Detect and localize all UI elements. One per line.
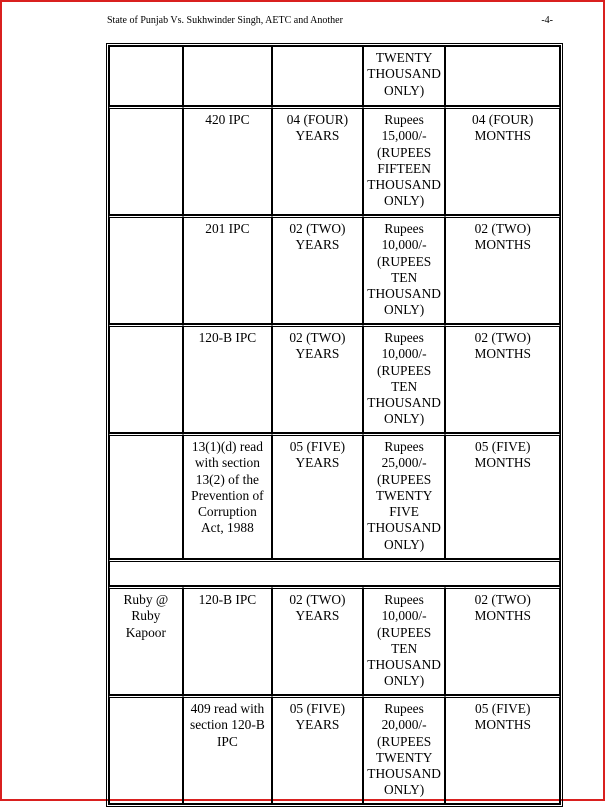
offence-cell: [183, 695, 272, 804]
default-cell: [445, 106, 560, 215]
offence-text-line: 120-B IPC: [198, 330, 257, 345]
accused-cell: [109, 433, 183, 559]
fine-text-line: TWENTY: [375, 487, 433, 503]
fine-cell: [363, 106, 446, 215]
fine-text-line: (RUPEES: [376, 624, 432, 640]
page-number: -4-: [541, 15, 553, 26]
table-row: [109, 215, 560, 324]
default-text-line: 05 (FIVE): [475, 439, 531, 454]
fine-text-line: (RUPEES: [376, 362, 432, 378]
default-text-line: 05 (FIVE): [475, 701, 531, 716]
fine-text-line: 15,000/-: [381, 128, 427, 144]
fine-cell: [363, 433, 446, 559]
offence-text-line: Act, 1988: [200, 520, 254, 536]
offence-cell: [183, 46, 272, 106]
sentence-text-line: YEARS: [295, 237, 340, 253]
blank-cell: [109, 559, 560, 586]
default-cell: [445, 324, 560, 433]
fine-cell: [363, 46, 446, 106]
offence-text-line: with section: [194, 455, 260, 471]
accused-cell: [109, 695, 183, 804]
default-cell: [445, 433, 560, 559]
sentence-text-line: YEARS: [295, 717, 340, 733]
fine-text-line: (RUPEES: [376, 733, 432, 749]
offence-text-line: Corruption: [198, 504, 257, 520]
fine-text-line: TWENTY: [375, 749, 433, 765]
default-cell: [445, 215, 560, 324]
fine-cell: [363, 586, 446, 695]
offence-text-line: 120-B IPC: [198, 592, 257, 607]
fine-text-line: Rupees: [384, 330, 424, 345]
fine-cell: [363, 695, 446, 804]
fine-text-line: TEN: [391, 640, 418, 656]
default-text-line: MONTHS: [474, 346, 531, 362]
fine-text-line: THOUSAND: [367, 657, 441, 673]
sentence-table-body: [109, 46, 560, 804]
fine-text-line: Rupees: [384, 221, 424, 236]
offence-text-line: 13(1)(d) read: [191, 439, 263, 454]
fine-cell: [363, 324, 446, 433]
table-row: [109, 586, 560, 695]
fine-text-line: 10,000/-: [381, 608, 427, 624]
offence-cell: [183, 215, 272, 324]
offence-cell: [183, 324, 272, 433]
accused-text-line: Kapoor: [125, 624, 166, 640]
default-text-line: MONTHS: [474, 237, 531, 253]
case-title: State of Punjab Vs. Sukhwinder Singh, AETC and Another: [107, 15, 343, 26]
fine-text-line: ONLY): [383, 193, 425, 209]
table-row: [109, 106, 560, 215]
default-text-line: MONTHS: [474, 455, 531, 471]
sentence-cell: [272, 586, 363, 695]
sentence-table: [106, 43, 563, 807]
fine-text-line: ONLY): [383, 411, 425, 427]
offence-cell: [183, 586, 272, 695]
fine-text-line: THOUSAND: [367, 766, 441, 782]
fine-text-line: ONLY): [383, 302, 425, 318]
fine-text-line: Rupees: [384, 112, 424, 127]
fine-text-line: ONLY): [383, 82, 425, 98]
page-header: [107, 15, 553, 26]
sentence-cell: [272, 106, 363, 215]
fine-text-line: Rupees: [384, 592, 424, 607]
fine-text-line: ONLY): [383, 673, 425, 689]
sentence-cell: [272, 46, 363, 106]
offence-cell: [183, 433, 272, 559]
sentence-text-line: 04 (FOUR): [286, 112, 349, 127]
accused-cell: [109, 215, 183, 324]
default-cell: [445, 46, 560, 106]
fine-text-line: TEN: [391, 269, 418, 285]
sentence-text-line: YEARS: [295, 346, 340, 362]
offence-text-line: 201 IPC: [205, 221, 250, 236]
sentence-text-line: 02 (TWO): [289, 592, 346, 607]
fine-text-line: THOUSAND: [367, 286, 441, 302]
fine-text-line: TEN: [391, 378, 418, 394]
table-row: [109, 433, 560, 559]
sentence-cell: [272, 215, 363, 324]
accused-cell: [109, 324, 183, 433]
sentence-cell: [272, 695, 363, 804]
accused-cell: [109, 46, 183, 106]
fine-text-line: (RUPEES: [376, 144, 432, 160]
sentence-text-line: 05 (FIVE): [289, 701, 346, 716]
accused-cell: [109, 106, 183, 215]
sentence-text-line: 05 (FIVE): [289, 439, 346, 454]
offence-text-line: 409 read with: [190, 701, 265, 716]
default-cell: [445, 586, 560, 695]
accused-text-line: Ruby: [131, 608, 161, 624]
offence-text-line: 13(2) of the: [195, 471, 259, 487]
fine-text-line: Rupees: [384, 439, 424, 454]
fine-text-line: 10,000/-: [381, 237, 427, 253]
sentence-cell: [272, 324, 363, 433]
fine-text-line: (RUPEES: [376, 253, 432, 269]
fine-text-line: FIVE: [389, 504, 419, 520]
sentence-text-line: YEARS: [295, 455, 340, 471]
fine-text-line: Rupees: [384, 701, 424, 716]
fine-text-line: ONLY): [383, 536, 425, 552]
sentence-text-line: YEARS: [295, 128, 340, 144]
table-row: [109, 46, 560, 106]
fine-cell: [363, 215, 446, 324]
fine-text-line: FIFTEEN: [377, 160, 431, 176]
sentence-text-line: YEARS: [295, 608, 340, 624]
table-row: [109, 324, 560, 433]
default-text-line: 02 (TWO): [474, 221, 531, 236]
fine-text-line: 25,000/-: [381, 455, 427, 471]
offence-text-line: 420 IPC: [205, 112, 250, 127]
fine-text-line: TWENTY: [375, 50, 433, 65]
offence-cell: [183, 106, 272, 215]
default-text-line: 02 (TWO): [474, 330, 531, 345]
default-cell: [445, 695, 560, 804]
accused-text-line: Ruby @: [123, 592, 169, 607]
fine-text-line: THOUSAND: [367, 395, 441, 411]
fine-text-line: THOUSAND: [367, 520, 441, 536]
fine-text-line: 10,000/-: [381, 346, 427, 362]
fine-text-line: (RUPEES: [376, 471, 432, 487]
default-text-line: MONTHS: [474, 128, 531, 144]
sentence-cell: [272, 433, 363, 559]
blank-separator-row: [109, 559, 560, 586]
sentence-text-line: 02 (TWO): [289, 221, 346, 236]
fine-text-line: ONLY): [383, 782, 425, 798]
fine-text-line: 20,000/-: [381, 717, 427, 733]
default-text-line: 02 (TWO): [474, 592, 531, 607]
fine-text-line: THOUSAND: [367, 177, 441, 193]
default-text-line: MONTHS: [474, 608, 531, 624]
offence-text-line: Prevention of: [191, 487, 264, 503]
fine-text-line: THOUSAND: [367, 66, 441, 82]
accused-cell: [109, 586, 183, 695]
table-row: [109, 695, 560, 804]
offence-text-line: IPC: [216, 733, 238, 749]
default-text-line: 04 (FOUR): [472, 112, 534, 127]
offence-text-line: section 120-B: [190, 717, 265, 733]
default-text-line: MONTHS: [474, 717, 531, 733]
sentence-text-line: 02 (TWO): [289, 330, 346, 345]
